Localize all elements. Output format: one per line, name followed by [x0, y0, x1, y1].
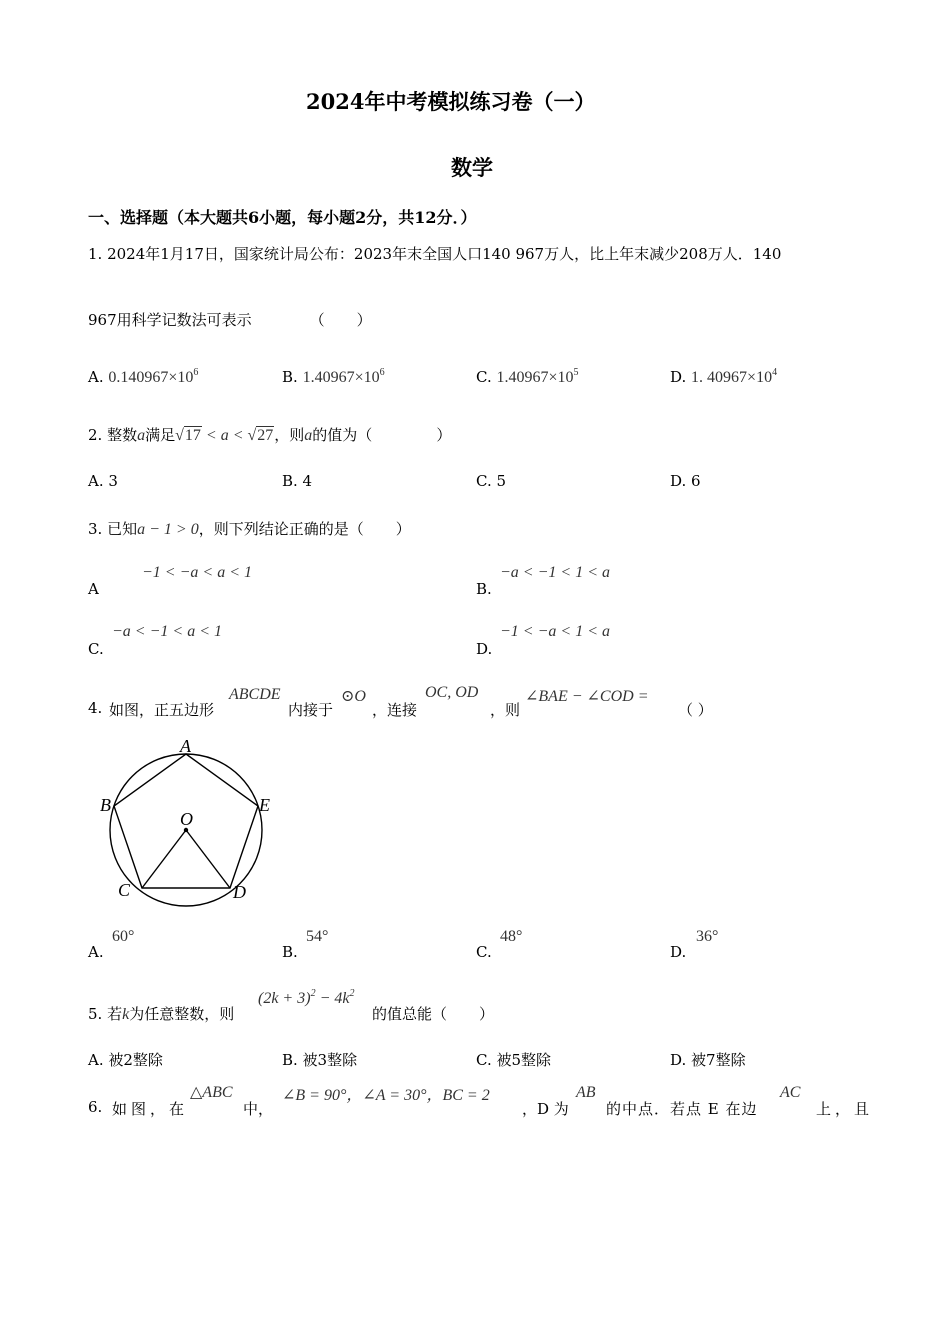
- question-6-triangle: △ABC: [190, 1084, 233, 1101]
- question-5-post: 的值总能（ ）: [372, 1005, 495, 1023]
- vertex-label-e: E: [259, 795, 270, 815]
- question-2-post: ，则: [274, 426, 305, 444]
- question-5-number: 5.: [88, 1005, 103, 1023]
- question-2-satisfy: 满足: [145, 426, 176, 444]
- question-4-circle: ⊙O: [341, 688, 366, 705]
- q3-option-b-label: B.: [476, 580, 492, 598]
- question-5-var: k: [122, 1006, 130, 1023]
- question-1-text: 2024年1月17日，国家统计局公布：2023年末全国人口140 967万人，比上年末减少208万人．140: [107, 245, 782, 263]
- q5-option-c: C. 被5整除: [476, 1051, 552, 1069]
- q1-option-b: [282, 352, 385, 387]
- q2-option-d: D. 6: [670, 472, 701, 490]
- q4-option-c-value: 48°: [500, 928, 523, 945]
- question-6-end: 上，且: [816, 1100, 874, 1118]
- question-2-post2: 的值为（: [312, 426, 373, 444]
- q1-option-a-label: A.: [88, 368, 104, 386]
- question-1-line-2: [88, 309, 372, 330]
- vertex-label-a: A: [180, 736, 191, 756]
- q3-option-a-expr: −1 < −a < a < 1: [142, 564, 252, 581]
- question-5-expr: $(2k + 3)^2 - 4k^2$: [258, 988, 355, 1007]
- q5-option-a: A. 被2整除: [88, 1051, 163, 1069]
- question-2-close: ）: [436, 426, 452, 444]
- q4-option-b-label: B.: [282, 943, 298, 961]
- question-5: [88, 1003, 234, 1024]
- q1-option-a-expr: $0.140967\times 10^6$: [108, 367, 199, 386]
- q2-option-a: A. 3: [88, 472, 118, 490]
- question-3-close: ）: [395, 520, 411, 538]
- question-3: [88, 518, 411, 539]
- question-4-then: ，则: [490, 701, 521, 719]
- q3-option-a-label: A: [88, 580, 99, 598]
- question-2-pre: 整数: [107, 426, 138, 444]
- question-6-number: 6.: [88, 1098, 103, 1116]
- question-4-inscribed: 内接于: [288, 701, 334, 719]
- q2-option-c: C. 5: [476, 472, 507, 490]
- question-2-var2: a: [304, 427, 313, 444]
- q1-option-c: [476, 352, 579, 387]
- q4-option-b-value: 54°: [306, 928, 329, 945]
- q5-option-d: D. 被7整除: [670, 1051, 746, 1069]
- question-2-var: a: [137, 427, 146, 444]
- vertex-label-b: B: [100, 795, 111, 815]
- q3-option-d-label: D.: [476, 640, 493, 658]
- segment-od: [186, 830, 230, 888]
- q1-option-d-expr: 1. $40967\times 10^4$: [691, 367, 778, 386]
- question-1-paren-open: （: [309, 311, 325, 329]
- q4-option-c-label: C.: [476, 943, 492, 961]
- question-3-number: 3.: [88, 520, 103, 538]
- section-heading: 一、选择题（本大题共6小题，每小题2分，共12分．）: [88, 208, 477, 227]
- segment-oc: [142, 830, 186, 888]
- question-1-line-1: [88, 243, 781, 264]
- pentagon-circle-figure: [96, 736, 286, 910]
- question-1-number: 1.: [88, 245, 103, 263]
- q1-option-c-label: C.: [476, 368, 492, 386]
- q4-option-d-value: 36°: [696, 928, 719, 945]
- question-3-pre: 已知: [107, 520, 138, 538]
- question-6-pre: 如图，在: [112, 1100, 189, 1118]
- vertex-label-d: D: [233, 882, 246, 902]
- question-1-text-cont: 967用科学记数法可表示: [88, 311, 252, 329]
- question-5-pre: 若: [107, 1005, 123, 1023]
- q1-option-d: [670, 352, 777, 387]
- question-4-poly: ABCDE: [229, 686, 281, 703]
- subject-heading: 数学: [451, 155, 493, 180]
- q3-option-c-expr: −a < −1 < a < 1: [112, 623, 222, 640]
- question-4-paren: （ ）: [678, 701, 713, 719]
- question-4-number: 4.: [88, 699, 103, 717]
- center-label-o: O: [180, 809, 193, 829]
- page-title: 2024年中考模拟练习卷（一）: [306, 89, 596, 114]
- question-3-post: ，则下列结论正确的是（: [198, 520, 364, 538]
- question-6-ab: AB: [576, 1084, 596, 1101]
- q1-option-b-label: B.: [282, 368, 298, 386]
- q3-option-b-expr: −a < −1 < 1 < a: [500, 564, 610, 581]
- question-6-ac: AC: [780, 1084, 801, 1101]
- question-4-pre: 如图，正五边形: [109, 701, 215, 719]
- q3-option-c-label: C.: [88, 640, 104, 658]
- question-2-inequality: √17 < a < √27: [175, 427, 274, 444]
- question-5-mid: 为任意整数，则: [129, 1005, 235, 1023]
- question-3-cond: a − 1 > 0: [137, 521, 199, 538]
- q1-option-a: [88, 352, 198, 387]
- question-6-zhong: 中，: [243, 1100, 274, 1118]
- q5-option-b: B. 被3整除: [282, 1051, 358, 1069]
- question-2-number: 2.: [88, 426, 103, 444]
- q3-option-d-expr: −1 < −a < 1 < a: [500, 623, 610, 640]
- q4-option-d-label: D.: [670, 943, 687, 961]
- q1-option-d-label: D.: [670, 368, 687, 386]
- q2-option-b: B. 4: [282, 472, 313, 490]
- question-1-paren-close: ）: [356, 311, 372, 329]
- vertex-label-c: C: [118, 880, 131, 900]
- question-4-connect: ，连接: [372, 701, 418, 719]
- question-6-conditions: ∠B = 90°，∠A = 30°，BC = 2: [282, 1087, 490, 1104]
- q1-option-c-expr: $1.40967\times 10^5$: [496, 367, 579, 386]
- question-2: [88, 424, 451, 445]
- question-6-d: ，D 为: [522, 1100, 569, 1118]
- question-4-segments: OC, OD: [425, 684, 479, 701]
- question-4-expr: ∠BAE − ∠COD =: [525, 688, 649, 705]
- q4-option-a-value: 60°: [112, 928, 135, 945]
- question-6-mid: 的中点．若点 E 在边: [606, 1100, 758, 1118]
- q4-option-a-label: A.: [88, 943, 104, 961]
- q1-option-b-expr: $1.40967\times 10^6$: [302, 367, 385, 386]
